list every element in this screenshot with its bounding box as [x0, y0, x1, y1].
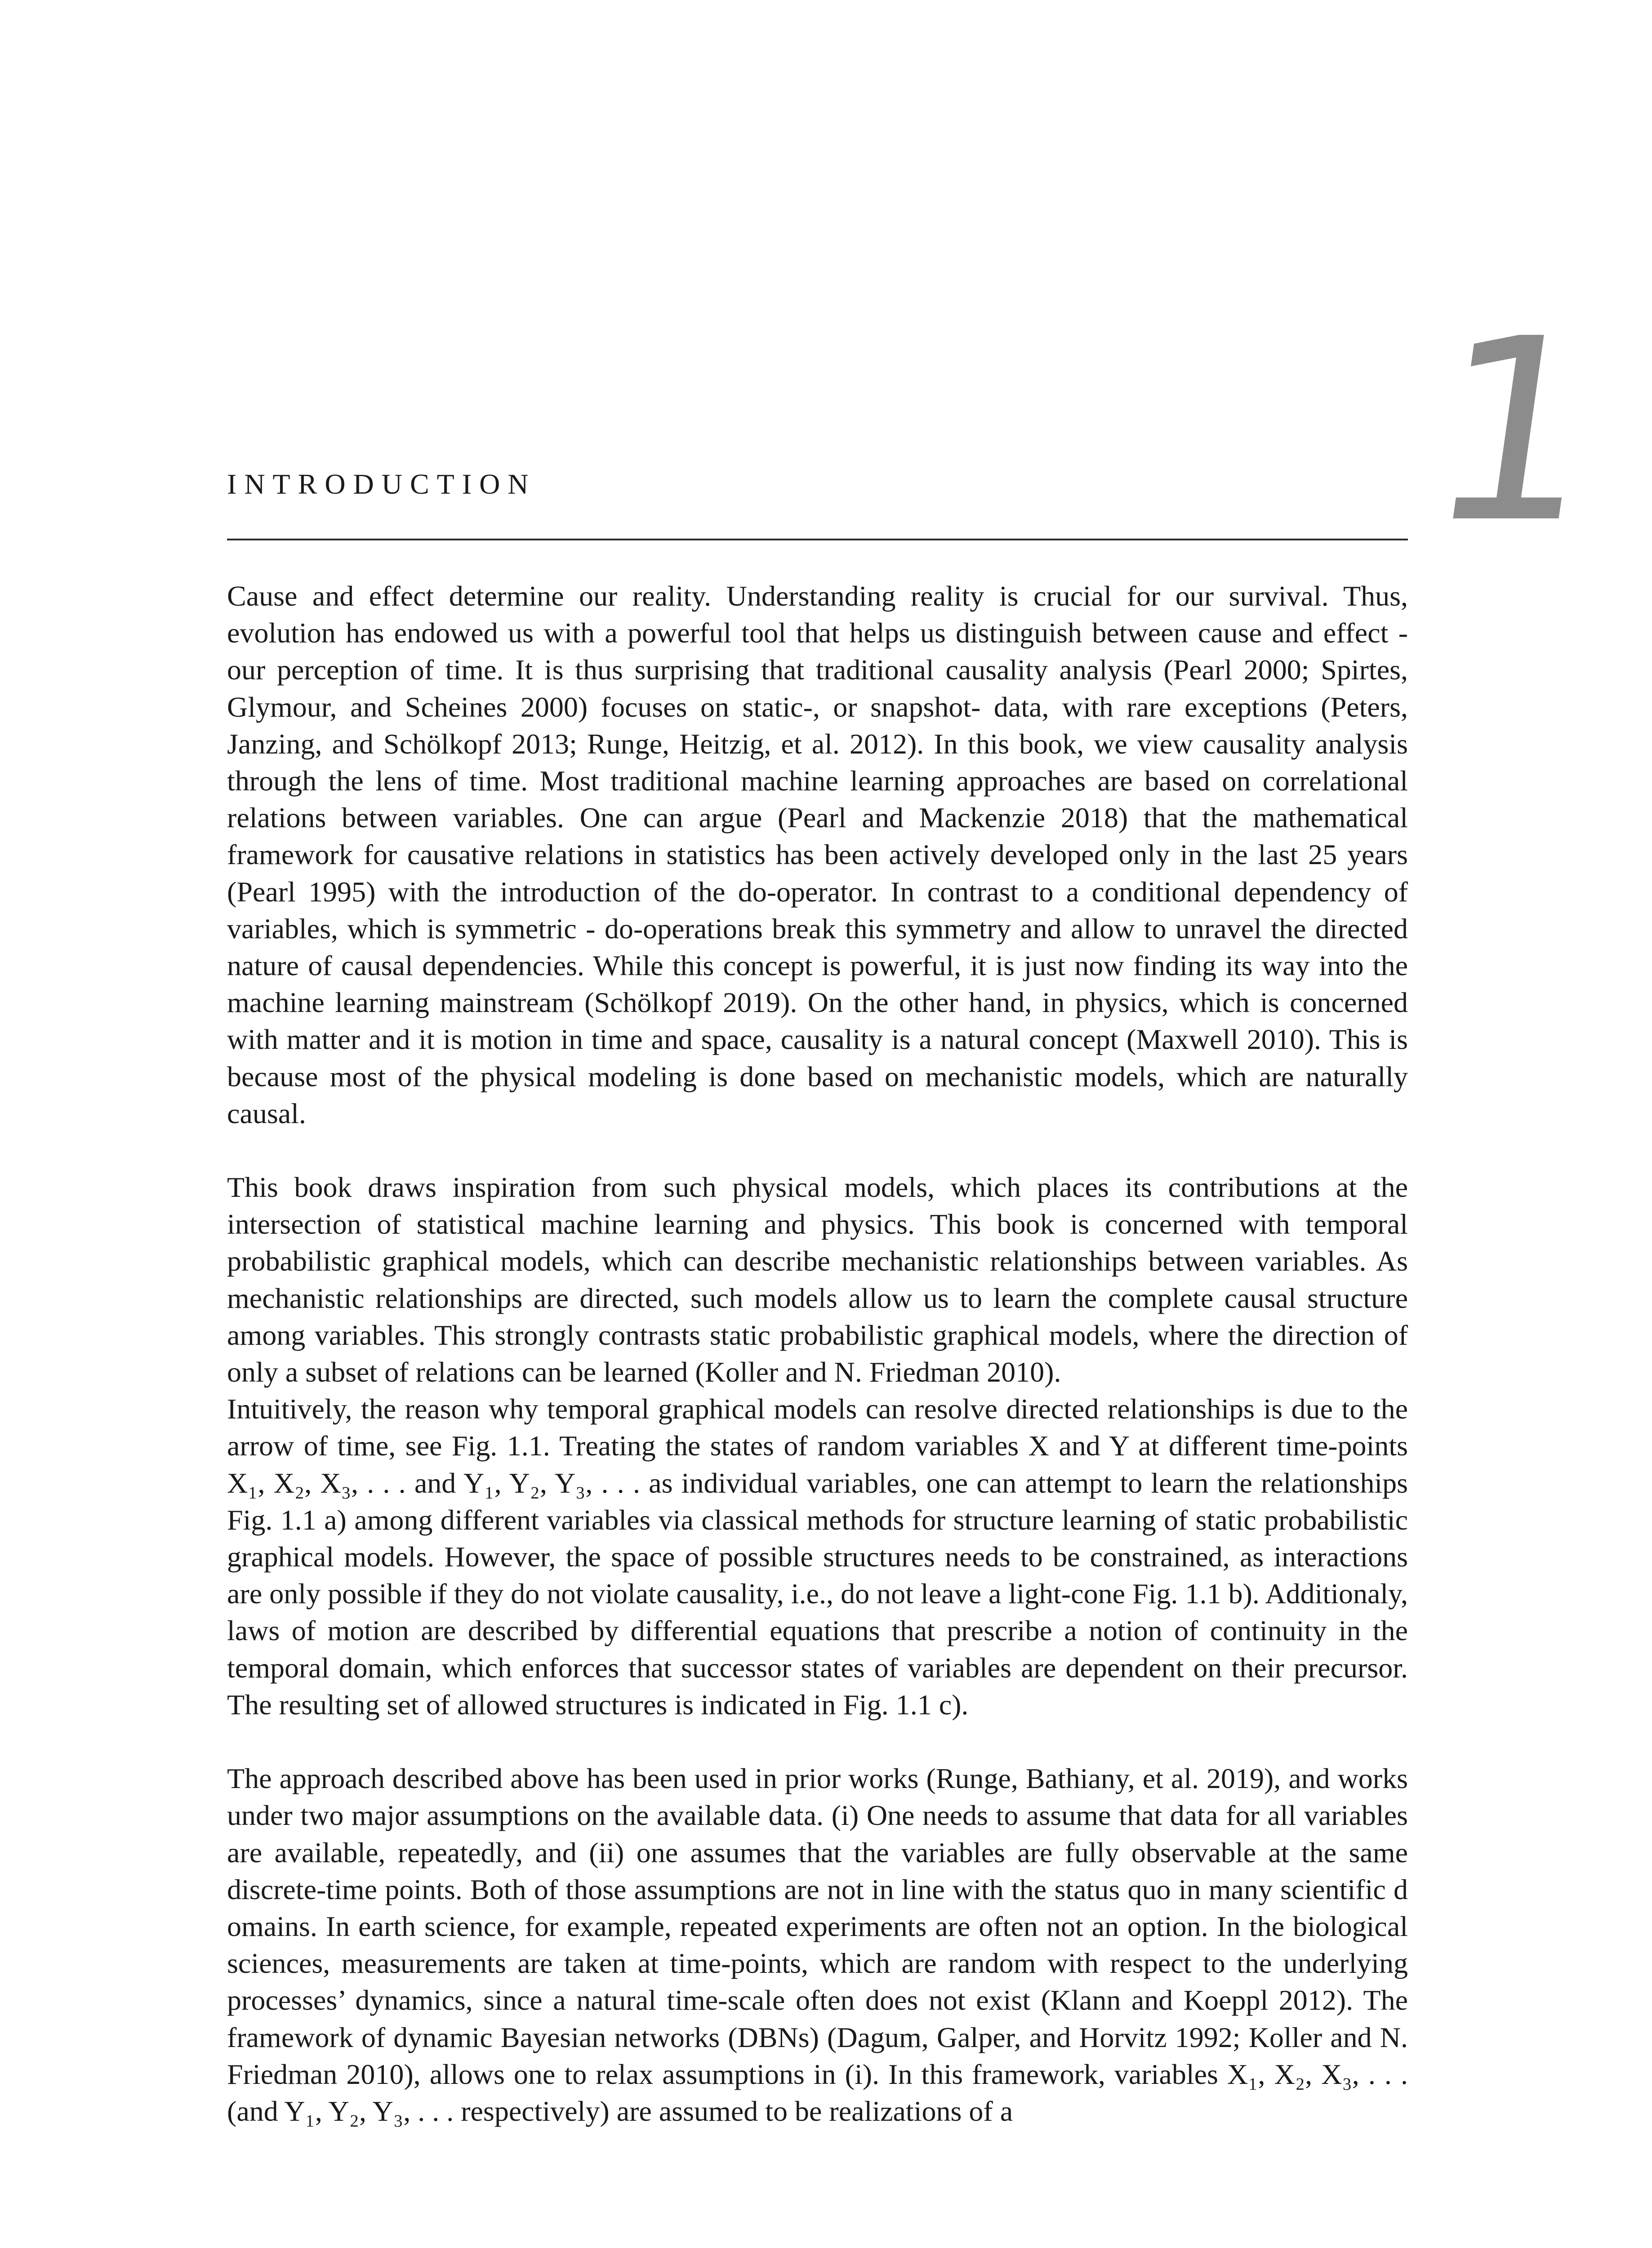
chapter-title-rule: [227, 539, 1408, 540]
paragraph-2: This book draws inspiration from such physical models, which places its contributions at the intersection of statistical machine learning and physics. This book is concerned with temporal probabilistic graphical models, which can describe mechanistic relationships between variables. As mechanistic relationships are directed, such models allow us to learn the complete causal structure among variables. This strongly contrasts static probabilistic graphical models, where the direction of only a subset of relations can be learned (Koller and N. Friedman 2010).: [227, 1171, 1408, 1388]
paragraph-3: Intuitively, the reason why temporal graphical models can resolve directed relationships is due to the arrow of time, see Fig. 1.1. Treating the states of random variables X and Y at different time-points X₁, X₂, X₃, . . . and Y₁, Y₂, Y₃, . . . as individual variables, one can attempt to learn the relationships Fig. 1.1 a) among different variables via classical methods for structure learning of static probabilistic graphical models. However, the space of possible structures needs to be constrained, as interactions are only possible if they do not violate causality, i.e., do not leave a light-cone Fig. 1.1 b). Additionaly, laws of motion are described by differential equations that prescribe a notion of continuity in the temporal domain, which enforces that successor states of variables are dependent on their precursor. The resulting set of allowed structures is indicated in Fig. 1.1 c).: [227, 1393, 1408, 1721]
paragraph-4: The approach described above has been used in prior works (Runge, Bathiany, et al. 2019), and works under two major assumptions on the available data. (i) One needs to assume that data for all variables are available, repeatedly, and (ii) one assumes that the variables are fully observable at the same discrete-time points. Both of those assumptions are not in line with the status quo in many scientific d omains. In earth science, for example, repeated experiments are often not an option. In the biological sciences, measurements are taken at time-points, which are random with respect to the underlying processes’ dynamics, since a natural time-scale often does not exist (Klann and Koeppl 2012). The framework of dynamic Bayesian networks (DBNs) (Dagum, Galper, and Horvitz 1992; Koller and N. Friedman 2010), allows one to relax assumptions in (i). In this framework, variables X₁, X₂, X₃, . . . (and Y₁, Y₂, Y₃, . . . respectively) are assumed to be realizations of a: [227, 1762, 1408, 2127]
chapter-number: 1: [1413, 285, 1615, 578]
chapter-title: INTRODUCTION: [227, 468, 536, 500]
body-text: [227, 578, 1408, 2130]
paragraph-1: Cause and effect determine our reality. Understanding reality is crucial for our survival. Thus, evolution has endowed us with a powerful tool that helps us distinguish between cause and effect - our perception of time. It is thus surprising that traditional causality analysis (Pearl 2000; Spirtes, Glymour, and Scheines 2000) focuses on static-, or snapshot- data, with rare exceptions (Peters, Janzing, and Schölkopf 2013; Runge, Heitzig, et al. 2012). In this book, we view causality analysis through the lens of time. Most traditional machine learning approaches are based on correlational relations between variables. One can argue (Pearl and Mackenzie 2018) that the mathematical framework for causative relations in statistics has been actively developed only in the last 25 years (Pearl 1995) with the introduction of the do-operator. In contrast to a conditional dependency of variables, which is symmetric - do-operations break this symmetry and allow to unravel the directed nature of causal dependencies. While this concept is powerful, it is just now finding its way into the machine learning mainstream (Schölkopf 2019). On the other hand, in physics, which is concerned with matter and it is motion in time and space, causality is a natural concept (Maxwell 2010). This is because most of the physical modeling is done based on mechanistic models, which are naturally causal.: [227, 580, 1408, 1129]
